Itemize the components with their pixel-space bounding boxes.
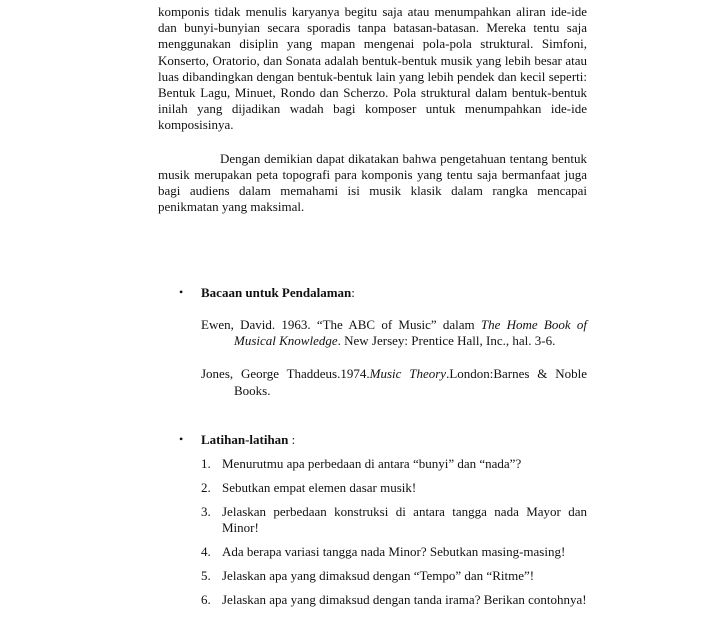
reading-heading <box>201 285 355 301</box>
reference-item: Ewen, David. 1963. “The ABC of Music” dalam The Home Book of Musical Knowledge. New Jersey: Prentice Hall, Inc., hal. 3-6. <box>201 317 587 349</box>
reference-title: The Home Book of Musical Knowledge <box>234 317 587 349</box>
exercises-heading-text: Latihan-latihan <box>201 432 289 447</box>
exercises-bullet-icon: • <box>179 432 184 446</box>
exercise-item: 3. Jelaskan perbedaan konstruksi di antara tangga nada Mayor dan Minor! <box>201 504 587 535</box>
reading-heading-text: Bacaan untuk Pendalaman <box>201 285 352 300</box>
document-page <box>158 4 587 215</box>
exercise-item: 4. Ada berapa variasi tangga nada Minor? Sebutkan masing-masing! <box>201 544 566 559</box>
reference-list <box>201 317 587 399</box>
exercise-item: 2. Sebutkan empat elemen dasar musik! <box>201 480 417 495</box>
exercise-list <box>201 456 587 616</box>
reading-bullet-icon: • <box>179 285 184 299</box>
exercise-item: 1. Menurutmu apa perbedaan di antara “bunyi” dan “nada”? <box>201 456 522 471</box>
exercise-item: 6. Jelaskan apa yang dimaksud dengan tanda irama? Berikan contohnya! <box>201 592 587 607</box>
exercises-heading <box>201 432 295 448</box>
exercises-heading-colon: : <box>288 432 296 447</box>
reading-heading-colon: : <box>351 285 355 300</box>
reference-title: Music Theory <box>369 366 447 382</box>
body-paragraph-1: komponis tidak menulis karyanya begitu saja atau menumpahkan aliran ide-ide dan bunyi-bunyian secara sporadis tanpa batasan-batasan. Mereka tentu saja menggunakan disiplin yang mapan mengenai pola-pola struktural. Simfoni, Konserto, Oratorio, dan Sonata adalah bentuk-bentuk musik yang lebih besar atau luas dibandingkan dengan bentuk-bentuk lain yang lebih pendek dan kecil seperti: Bentuk Lagu, Minuet, Rondo dan Scherzo. Pola struktural dalam bentuk-bentuk inilah yang dijadikan wadah bagi komposer untuk menumpahkan ide-ide komposisinya. <box>158 4 587 133</box>
exercise-item: 5. Jelaskan apa yang dimaksud dengan “Tempo” dan “Ritme”! <box>201 568 535 583</box>
body-paragraph-2: Dengan demikian dapat dikatakan bahwa pengetahuan tentang bentuk musik merupakan peta topografi para komponis yang tentu saja bermanfaat juga bagi audiens dalam memahami isi musik klasik dalam rangka mencapai penikmatan yang maksimal. <box>158 150 587 215</box>
reference-item: Jones, George Thaddeus.1974.Music Theory.London:Barnes & Noble Books. <box>201 366 587 398</box>
